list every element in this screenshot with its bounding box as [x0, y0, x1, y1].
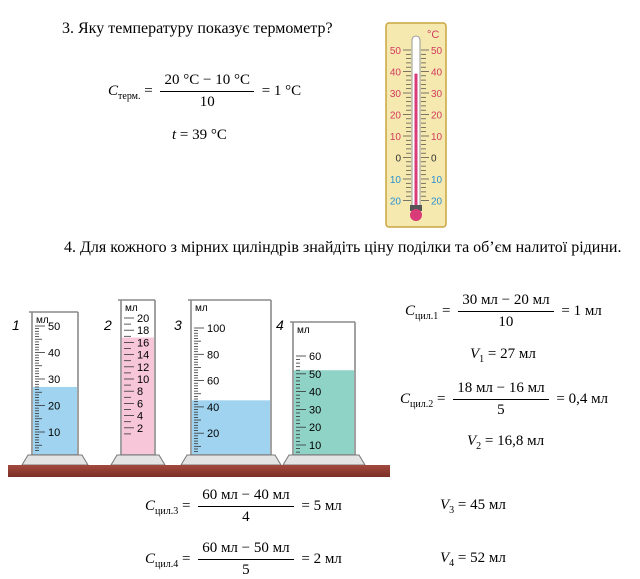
thermometer-fluid: [415, 74, 418, 212]
answer-v4: $V_4 = 52$ мл: [440, 550, 506, 569]
cylinder-number: 2: [104, 317, 112, 333]
cylinder-scale-label: 20: [207, 428, 220, 441]
cylinder-liquid: [192, 400, 270, 455]
answer-v3: $V_3 = 45$ мл: [440, 497, 506, 516]
cylinder-1: [12, 312, 88, 465]
cylinders-figure: [8, 292, 390, 482]
answer-c4: $C_{цил.4}$ = $\frac{60 мл - 50 мл}{5}$ = 2 мл: [145, 540, 342, 578]
cylinder-scale-label: 60: [207, 375, 220, 388]
cylinder-base: [283, 455, 365, 465]
cylinder-scale-label: 30: [309, 404, 322, 417]
cylinder-unit: мл: [297, 325, 310, 336]
task4-title: 4. Для кожного з мірних циліндрів знайдіть ціну поділки та об’єм налитої рідини.: [64, 239, 622, 256]
cylinder-scale-label: 2: [137, 422, 144, 435]
thermometer-label-right: 20: [431, 110, 443, 122]
thermometer-label-left: 20: [389, 110, 401, 122]
cylinder-scale-label: 100: [207, 323, 226, 335]
cylinder-scale-label: 4: [137, 410, 144, 423]
cylinder-liquid: [33, 387, 77, 455]
cylinder-scale-label: 14: [137, 349, 150, 362]
cylinder-scale-label: 12: [137, 361, 150, 374]
cylinder-liquid: [294, 370, 354, 455]
cylinder-unit: мл: [125, 303, 138, 314]
cylinder-scale-label: 80: [207, 349, 220, 362]
cylinder-number: 4: [276, 317, 284, 333]
thermometer-label-left: 10: [389, 175, 401, 186]
cylinder-3: [174, 300, 281, 465]
cylinder-number: 3: [174, 317, 182, 333]
thermometer-label-right: 10: [431, 175, 443, 186]
cylinder-base: [181, 455, 281, 465]
thermometer-label-right: 10: [431, 132, 443, 143]
thermometer-label-right: 0: [431, 153, 437, 165]
cylinder-scale-label: 10: [48, 427, 61, 439]
cylinder-scale-label: 20: [48, 400, 61, 413]
cylinder-scale-label: 30: [48, 374, 61, 386]
task3-formula: $C_{терм.}$ = $\frac{20 ^\circ С - 10 ^\circ С}{10}$ = 1 °С: [108, 72, 302, 110]
formula-denominator: 10: [199, 94, 215, 110]
formula-result: = 1 °С: [261, 82, 302, 99]
cylinder-2: [103, 300, 165, 465]
thermometer-label-left: 10: [389, 132, 401, 143]
answer-v2: $V_2 = 16,8$ мл: [467, 433, 545, 452]
cylinder-number: 1: [12, 317, 20, 333]
formula-c-var: C: [108, 82, 119, 99]
cylinder-scale-label: 40: [48, 347, 61, 360]
task3-title: 3. Яку температуру показує термометр?: [62, 20, 333, 37]
answer-c1: $C_{цил.1}$ = $\frac{30 мл - 20 мл}{10}$ = 1 мл: [405, 292, 602, 330]
answer-c3: $C_{цил.3}$ = $\frac{60 мл - 40 мл}{4}$ = 5 мл: [145, 487, 342, 525]
cylinder-scale-label: 10: [137, 374, 150, 386]
thermometer-label-left: 20: [389, 196, 401, 208]
cylinder-scale-label: 6: [137, 398, 144, 411]
thermometer-label-left: 30: [389, 89, 401, 100]
shelf: [8, 465, 390, 477]
cylinder-scale-label: 40: [309, 386, 322, 399]
thermometer-bulb: [410, 209, 422, 221]
formula-c-sub: терм.: [118, 90, 141, 102]
thermometer-label-left: 0: [395, 153, 401, 165]
answer-c2: $C_{цил.2}$ = $\frac{18 мл - 16 мл}{5}$ = 0,4 мл: [400, 380, 609, 418]
cylinder-unit: мл: [195, 303, 208, 314]
cylinder-scale-label: 8: [137, 386, 144, 399]
cylinder-scale-label: 40: [207, 401, 220, 414]
cylinder-4: [276, 317, 365, 465]
thermometer-unit: °С: [427, 29, 440, 41]
cylinder-scale-label: 20: [137, 313, 150, 325]
thermometer-label-right: 20: [431, 196, 443, 208]
thermometer-label-right: 50: [431, 46, 443, 57]
thermometer-label-right: 30: [431, 89, 443, 100]
cylinder-scale-label: 10: [309, 440, 322, 452]
task3-answer: t = 39 °С: [172, 127, 227, 143]
cylinder-scale-label: 50: [309, 368, 322, 381]
cylinder-scale-label: 16: [137, 337, 150, 350]
cylinder-unit: мл: [36, 315, 49, 326]
thermometer-label-right: 40: [431, 67, 443, 79]
cylinder-scale-label: 20: [309, 422, 322, 435]
thermometer-label-left: 50: [389, 46, 401, 57]
cylinder-base: [111, 455, 165, 465]
cylinder-scale-label: 60: [309, 351, 322, 363]
cylinder-scale-label: 18: [137, 325, 150, 338]
answer-v1: $V_1 = 27$ мл: [470, 346, 536, 365]
cylinder-base: [22, 455, 88, 465]
formula-numerator: 20 °С − 10 °С: [160, 72, 253, 92]
cylinder-scale-label: 50: [48, 321, 61, 333]
thermometer: [385, 22, 447, 228]
thermometer-label-left: 40: [389, 67, 401, 79]
